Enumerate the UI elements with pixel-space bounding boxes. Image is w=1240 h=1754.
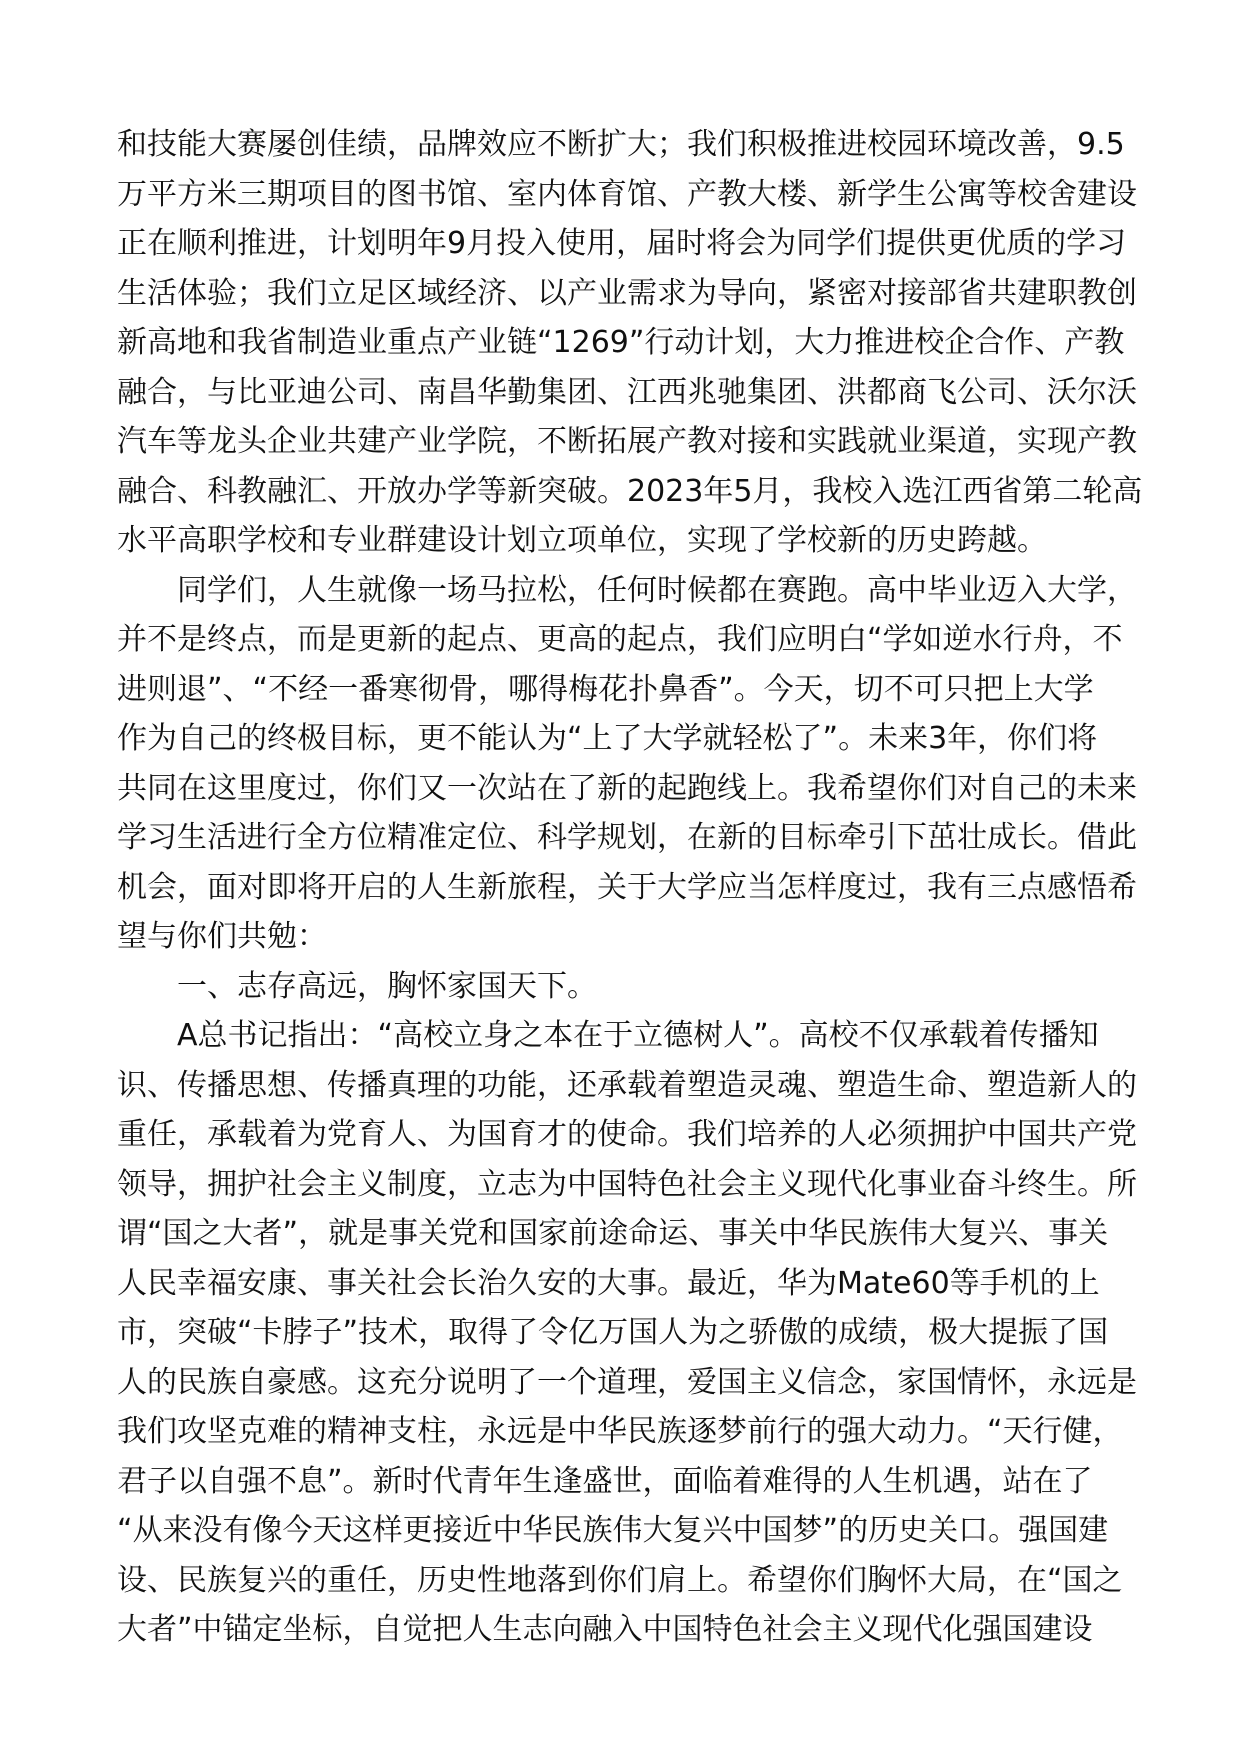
body-text	[117, 120, 1143, 1655]
text-line: 万平方米三期项目的图书馆、室内体育馆、产教大楼、新学生公寓等校舍建设	[117, 176, 1137, 212]
text-line: 人民幸福安康、事关社会长治久安的大事。最近，华为Mate60等手机的上	[117, 1265, 1100, 1301]
text-line: 识、传播思想、传播真理的功能，还承载着塑造灵魂、塑造生命、塑造新人的	[117, 1067, 1137, 1103]
text-line: 水平高职学校和专业群建设计划立项单位，实现了学校新的历史跨越。	[117, 523, 1047, 558]
text-line: “从来没有像今天这样更接近中华民族伟大复兴中国梦”的历史关口。强国建	[117, 1513, 1109, 1548]
text-line: 正在顺利推进，计划明年9月投入使用，届时将会为同学们提供更优质的学习	[117, 226, 1127, 261]
section-heading: 一、志存高远，胸怀家国天下。	[177, 968, 597, 1004]
text-line: 进则退”、“不经一番寒彻骨，哪得梅花扑鼻香”。今天，切不可只把上大学	[117, 671, 1094, 707]
text-line: 望与你们共勉：	[117, 919, 327, 954]
text-line: 共同在这里度过，你们又一次站在了新的起跑线上。我希望你们对自己的未来	[117, 770, 1137, 806]
text-line: 作为自己的终极目标，更不能认为“上了大学就轻松了”。未来3年，你们将	[117, 721, 1098, 756]
text-line: 融合、科教融汇、开放办学等新突破。2023年5月，我校入选江西省第二轮高	[117, 473, 1143, 509]
text-line: 领导，拥护社会主义制度，立志为中国特色社会主义现代化事业奋斗终生。所	[117, 1166, 1137, 1202]
text-line: 大者”中锚定坐标，自觉把人生志向融入中国特色社会主义现代化强国建设	[117, 1612, 1093, 1647]
paragraph-first-line: 同学们，人生就像一场马拉松，任何时候都在赛跑。高中毕业迈入大学，	[177, 572, 1137, 608]
text-line: 市，突破“卡脖子”技术，取得了令亿万国人为之骄傲的成绩，极大提振了国	[117, 1315, 1109, 1350]
text-line: 重任，承载着为党育人、为国育才的使命。我们培养的人必须拥护中国共产党	[117, 1117, 1137, 1152]
text-line: 和技能大赛屡创佳绩，品牌效应不断扩大；我们积极推进校园环境改善，9.5	[117, 127, 1125, 162]
text-line: 学习生活进行全方位精准定位、科学规划，在新的目标牵引下茁壮成长。借此	[117, 820, 1137, 855]
text-line: 人的民族自豪感。这充分说明了一个道理，爱国主义信念，家国情怀，永远是	[117, 1364, 1137, 1400]
paragraph-first-line: A总书记指出：“高校立身之本在于立德树人”。高校不仅承载着传播知	[177, 1018, 1099, 1053]
text-line: 并不是终点，而是更新的起点、更高的起点，我们应明白“学如逆水行舟，不	[117, 622, 1123, 657]
text-line: 汽车等龙头企业共建产业学院，不断拓展产教对接和实践就业渠道，实现产教	[117, 424, 1137, 459]
text-line: 设、民族复兴的重任，历史性地落到你们肩上。希望你们胸怀大局，在“国之	[117, 1562, 1123, 1598]
text-line: 融合，与比亚迪公司、南昌华勤集团、江西兆驰集团、洪都商飞公司、沃尔沃	[117, 374, 1137, 410]
text-line: 机会，面对即将开启的人生新旅程，关于大学应当怎样度过，我有三点感悟希	[117, 869, 1137, 905]
text-line: 谓“国之大者”，就是事关党和国家前途命运、事关中华民族伟大复兴、事关	[117, 1216, 1109, 1251]
text-line: 君子以自强不息”。新时代青年生逢盛世，面临着难得的人生机遇，站在了	[117, 1463, 1093, 1499]
text-line: 我们攻坚克难的精神支柱，永远是中华民族逐梦前行的强大动力。“天行健，	[117, 1414, 1123, 1449]
text-line: 新高地和我省制造业重点产业链“1269”行动计划，大力推进校企合作、产教	[117, 325, 1125, 360]
text-line: 生活体验；我们立足区域经济、以产业需求为导向，紧密对接部省共建职教创	[117, 275, 1137, 311]
